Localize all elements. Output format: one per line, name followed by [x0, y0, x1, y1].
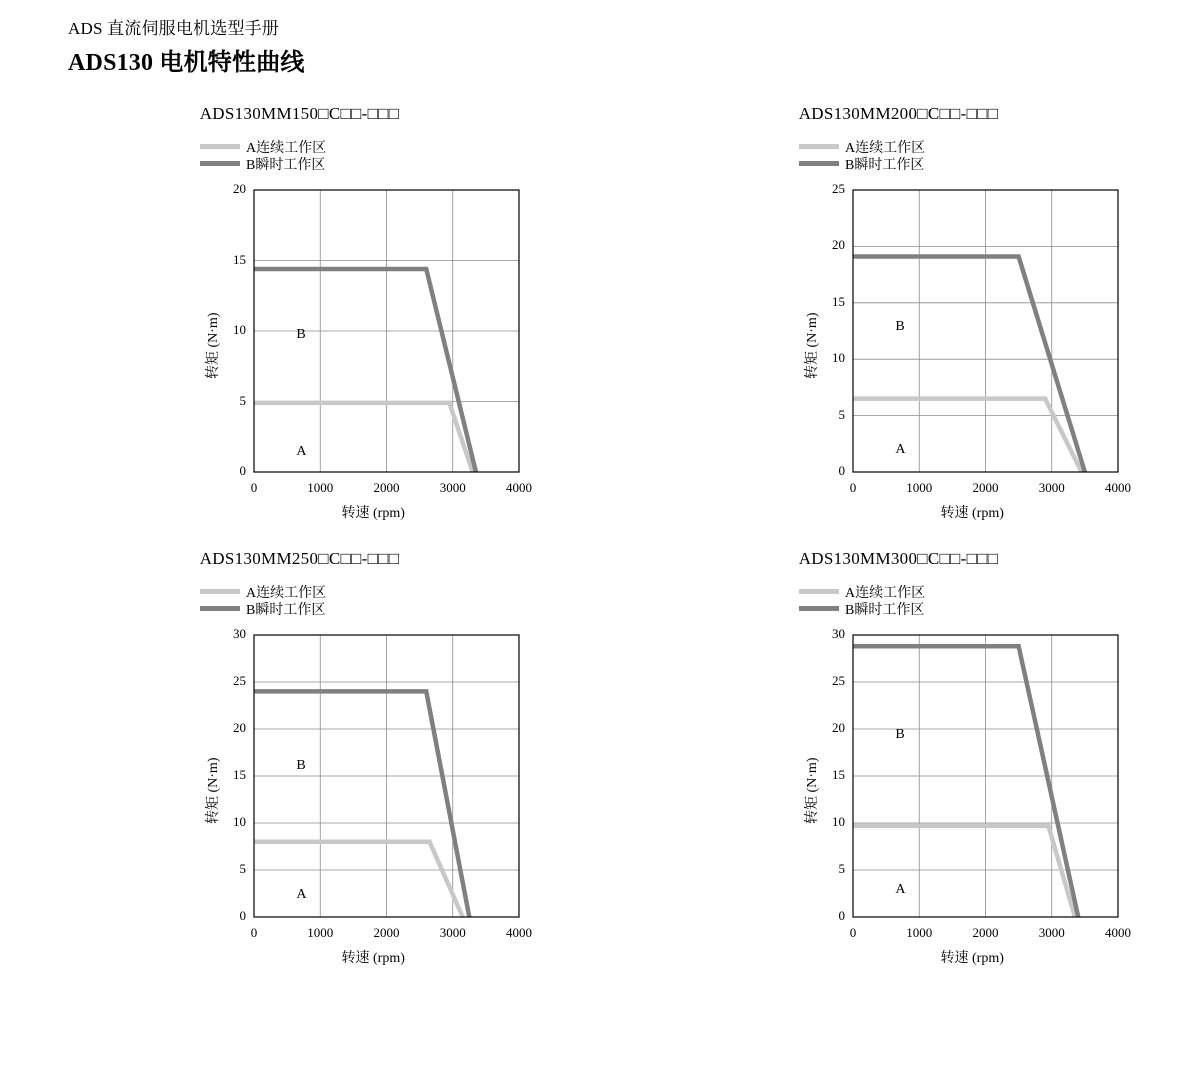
y-tick-label: 20 — [233, 181, 246, 196]
x-tick-label: 0 — [849, 925, 857, 940]
legend-swatch-intermittent-icon — [799, 161, 839, 166]
region-label-b: B — [296, 757, 306, 773]
legend-item-continuous — [200, 138, 599, 155]
x-tick-label: 3000 — [439, 925, 466, 940]
legend-item-continuous — [799, 138, 1198, 155]
chart-row-top — [0, 96, 1198, 541]
y-tick-label: 20 — [832, 237, 845, 253]
y-axis-label: 转矩 (N·m) — [206, 757, 221, 824]
plot-svg-1 — [599, 182, 1198, 512]
y-tick-label: 10 — [233, 322, 246, 337]
y-tick-label: 10 — [233, 814, 246, 829]
region-label-a: A — [895, 442, 906, 458]
x-axis-label: 转速 (rpm) — [341, 951, 405, 966]
x-tick-label: 4000 — [1105, 480, 1131, 495]
y-tick-label: 0 — [239, 908, 246, 923]
y-tick-label: 15 — [233, 767, 246, 782]
chart-legend-3 — [799, 583, 1198, 617]
x-tick-label: 2000 — [972, 925, 999, 940]
chart-row-bottom — [0, 541, 1198, 986]
legend-item-continuous — [200, 583, 599, 600]
plot-area-0 — [0, 181, 599, 521]
x-tick-label: 3000 — [439, 480, 466, 495]
chart-legend-2 — [200, 583, 599, 617]
x-axis-label: 转速 (rpm) — [341, 506, 405, 521]
y-tick-label: 30 — [832, 626, 845, 641]
x-tick-label: 2000 — [373, 925, 400, 940]
y-tick-label: 5 — [838, 861, 845, 876]
x-axis-label: 转速 (rpm) — [940, 951, 1004, 966]
chart-title-0: ADS130MM150□C□□-□□□ — [199, 104, 400, 123]
legend-label-intermittent: B瞬时工作区 — [845, 602, 925, 618]
x-tick-label: 3000 — [1038, 925, 1065, 940]
legend-label-continuous: A连续工作区 — [246, 585, 327, 601]
legend-item-intermittent — [200, 155, 599, 172]
chart-title-3: ADS130MM300□C□□-□□□ — [798, 549, 999, 568]
chart-legend-1 — [799, 138, 1198, 172]
chart-card-0 — [0, 96, 599, 541]
chart-title-2: ADS130MM250□C□□-□□□ — [199, 549, 400, 568]
legend-label-intermittent: B瞬时工作区 — [246, 157, 326, 173]
document-header: ADS 直流伺服电机选型手册 — [68, 19, 280, 38]
y-tick-label: 15 — [832, 767, 845, 782]
legend-swatch-intermittent-icon — [200, 161, 240, 166]
charts-grid — [0, 96, 1198, 986]
y-tick-label: 25 — [832, 181, 845, 196]
y-tick-label: 5 — [239, 861, 246, 876]
x-tick-label: 2000 — [972, 480, 999, 495]
y-tick-label: 0 — [838, 463, 845, 478]
region-label-b: B — [296, 326, 306, 342]
chart-legend-0 — [200, 138, 599, 172]
legend-label-intermittent: B瞬时工作区 — [845, 157, 925, 173]
chart-title-1: ADS130MM200□C□□-□□□ — [798, 104, 999, 123]
x-tick-label: 0 — [250, 925, 258, 940]
region-label-b: B — [895, 727, 905, 743]
plot-svg-0 — [0, 182, 599, 512]
chart-card-3 — [599, 541, 1198, 986]
plot-area-1 — [599, 181, 1198, 521]
legend-item-intermittent — [200, 600, 599, 617]
x-tick-label: 4000 — [1105, 925, 1131, 940]
y-axis-label: 转矩 (N·m) — [206, 312, 221, 379]
legend-label-continuous: A连续工作区 — [246, 140, 327, 156]
y-tick-label: 10 — [832, 814, 845, 829]
y-tick-label: 20 — [832, 720, 845, 735]
x-tick-label: 1000 — [307, 925, 334, 940]
plot-area-2 — [0, 626, 599, 966]
chart-card-1 — [599, 96, 1198, 541]
x-tick-label: 3000 — [1038, 480, 1065, 495]
y-tick-label: 15 — [233, 251, 246, 267]
legend-swatch-continuous-icon — [200, 144, 240, 149]
region-label-b: B — [895, 318, 905, 334]
x-tick-label: 0 — [250, 480, 258, 495]
legend-swatch-continuous-icon — [799, 589, 839, 594]
legend-label-continuous: A连续工作区 — [845, 140, 926, 156]
legend-swatch-intermittent-icon — [799, 606, 839, 611]
x-axis-label: 转速 (rpm) — [940, 506, 1004, 521]
page-title: ADS130 电机特性曲线 — [68, 50, 305, 76]
x-tick-label: 1000 — [906, 480, 933, 495]
y-tick-label: 5 — [838, 406, 845, 422]
x-tick-label: 1000 — [906, 925, 933, 940]
y-tick-label: 25 — [832, 673, 845, 688]
y-tick-label: 30 — [233, 626, 246, 641]
x-tick-label: 4000 — [506, 925, 532, 940]
x-tick-label: 1000 — [307, 480, 334, 495]
region-label-a: A — [296, 886, 307, 902]
y-tick-label: 25 — [233, 673, 246, 688]
legend-item-intermittent — [799, 155, 1198, 172]
plot-area-3 — [599, 626, 1198, 966]
x-tick-label: 0 — [849, 480, 857, 495]
legend-swatch-continuous-icon — [799, 144, 839, 149]
plot-svg-3 — [599, 627, 1198, 957]
y-axis-label: 转矩 (N·m) — [805, 757, 820, 824]
x-tick-label: 4000 — [506, 480, 532, 495]
legend-label-intermittent: B瞬时工作区 — [246, 602, 326, 618]
y-tick-label: 20 — [233, 720, 246, 735]
y-tick-label: 5 — [239, 392, 246, 408]
legend-swatch-intermittent-icon — [200, 606, 240, 611]
legend-item-intermittent — [799, 600, 1198, 617]
legend-swatch-continuous-icon — [200, 589, 240, 594]
region-label-a: A — [895, 882, 906, 898]
region-label-a: A — [296, 443, 307, 459]
x-tick-label: 2000 — [373, 480, 400, 495]
y-tick-label: 15 — [832, 293, 845, 309]
legend-item-continuous — [799, 583, 1198, 600]
plot-svg-2 — [0, 627, 599, 957]
legend-label-continuous: A连续工作区 — [845, 585, 926, 601]
y-tick-label: 10 — [832, 350, 845, 366]
y-tick-label: 0 — [838, 908, 845, 923]
chart-card-2 — [0, 541, 599, 986]
y-tick-label: 0 — [239, 463, 246, 478]
y-axis-label: 转矩 (N·m) — [805, 312, 820, 379]
